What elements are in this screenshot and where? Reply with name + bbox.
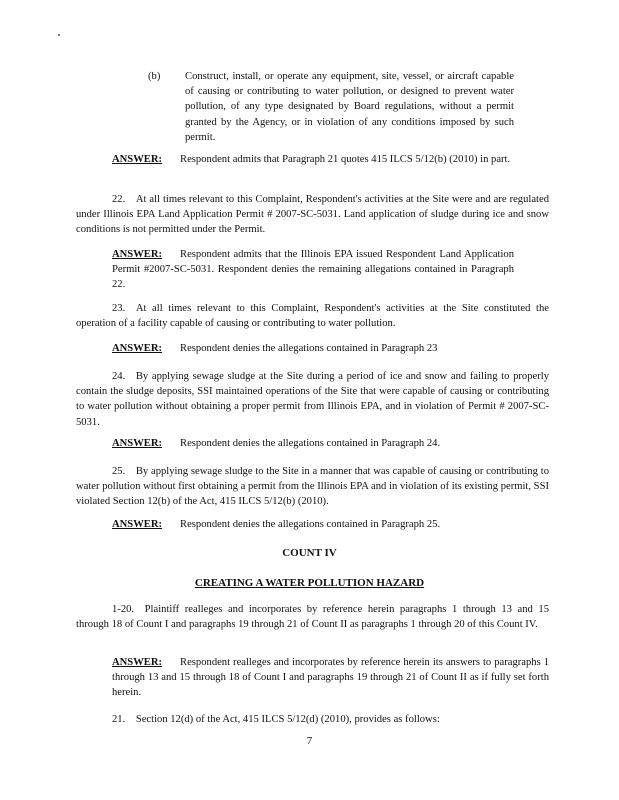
subsection-b-text: Construct, install, or operate any equipment, site, vessel, or aircraft capable of causing or contributing to water pollution, or designed to prevent water pollution, of any type designated by Board regulations, without a permit granted by the Agency, or in violation of any conditions imposed by such permit.	[185, 71, 514, 143]
paragraph-24: 24. By applying sewage sludge at the Site during a period of ice and snow and failing to properly contain the sludge deposits, SSI maintained operations of the Site that were capable of causing or contributing to water pollution without obtaining a proper permit from Illinois EPA, and in violation of Permit # 2007-SC-5031.	[76, 371, 549, 428]
answer-label: ANSWER:	[112, 657, 163, 668]
answer-21-text: Respondent admits that Paragraph 21 quotes 415 ILCS 5/12(b) (2010) in part.	[180, 154, 511, 165]
subsection-marker: (b)	[148, 71, 161, 82]
answer-label: ANSWER:	[112, 154, 163, 165]
paragraph-25: 25. By applying sewage sludge to the Site in a manner that was capable of causing or contributing to water pollution without first obtaining a permit from the Illinois EPA and in violation of its existing permit, SSI violated Section 12(b) of the Act, 415 ILCS 5/12(b) (2010).	[76, 466, 549, 508]
paragraph-1-20: 1-20. Plaintiff realleges and incorporates by reference herein paragraphs 1 through 13 and 15 through 18 of Count I and paragraphs 19 through 21 of Count II as paragraphs 1 through 20 of this Count IV.	[76, 604, 549, 631]
answer-1-20-text: Respondent realleges and incorporates by reference herein its answers to paragraphs 1 through 13 and 15 through 18 of Count I and paragraphs 19 through 21 of Count II as if fully set forth herein.	[112, 657, 549, 699]
answer-22-text: Respondent admits that the Illinois EPA issued Respondent Land Application Permit #2007-SC-5031. Respondent denies the remaining allegations contained in Paragraph 22.	[112, 249, 514, 291]
answer-label: ANSWER:	[112, 343, 163, 354]
answer-label: ANSWER:	[112, 519, 163, 530]
answer-25-text: Respondent denies the allegations contained in Paragraph 25.	[180, 519, 441, 530]
answer-24-text: Respondent denies the allegations contained in Paragraph 24.	[180, 438, 441, 449]
answer-23	[112, 341, 514, 356]
answer-1-20	[112, 655, 549, 701]
scan-speck	[58, 34, 60, 36]
answer-23-text: Respondent denies the allegations contained in Paragraph 23	[180, 343, 438, 354]
answer-25	[112, 517, 514, 532]
answer-24	[112, 436, 514, 451]
answer-label: ANSWER:	[112, 249, 163, 260]
page-number: 7	[306, 735, 313, 747]
paragraph-21: 21. Section 12(d) of the Act, 415 ILCS 5/12(d) (2010), provides as follows:	[112, 714, 440, 725]
answer-21	[112, 152, 514, 167]
count-heading: COUNT IV	[282, 547, 337, 559]
paragraph-22: 22. At all times relevant to this Complaint, Respondent's activities at the Site were and are regulated under Illinois EPA Land Application Permit # 2007-SC-5031. Land application of sludge during ice and snow conditions is not permitted under the Permit.	[76, 194, 549, 236]
paragraph-23: 23. At all times relevant to this Complaint, Respondent's activities at the Site constituted the operation of a facility capable of causing or contributing to water pollution.	[76, 303, 549, 330]
count-title: CREATING A WATER POLLUTION HAZARD	[194, 577, 425, 589]
answer-22	[112, 247, 514, 293]
answer-label: ANSWER:	[112, 438, 163, 449]
